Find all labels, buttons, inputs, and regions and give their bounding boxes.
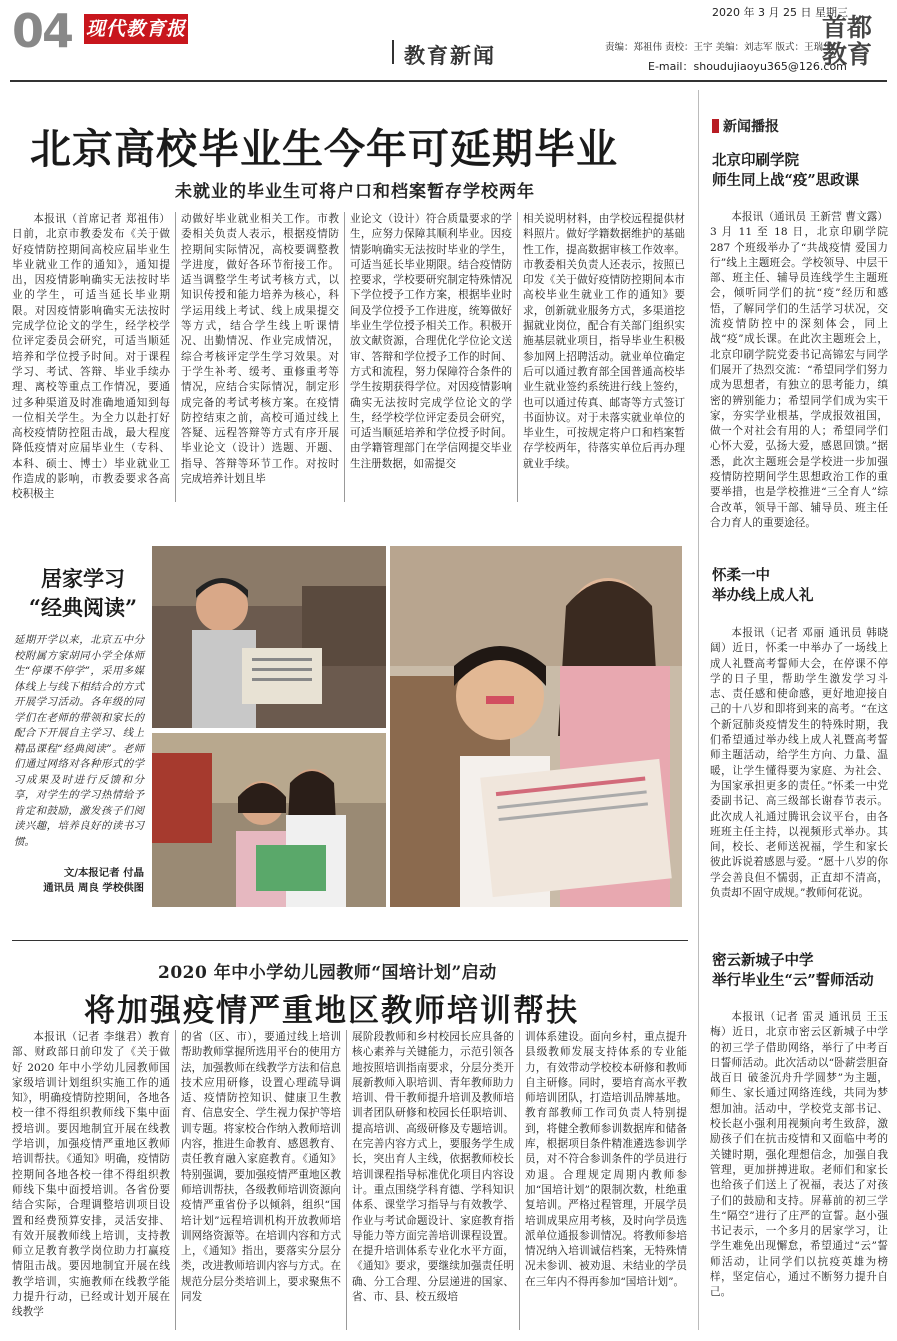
editor-credits: 责编：郑祖伟 责校：王宇 美编：刘志军 版式：王瑞华 bbox=[605, 42, 833, 53]
issue-date: 2020 年 3 月 25 日 星期三 bbox=[712, 6, 848, 19]
sidebar-item2-title bbox=[712, 566, 887, 606]
boy-reading-photo-icon bbox=[152, 546, 386, 728]
red-bar-icon bbox=[712, 119, 719, 133]
reading-feature-title bbox=[22, 564, 144, 622]
column-divider bbox=[346, 1030, 347, 1330]
news-flash-title: 新闻播报 bbox=[723, 119, 779, 135]
sidebar-item1-title-line2: 师生同上战“疫”思政课 bbox=[712, 172, 860, 189]
reading-credit-line1: 文/本报记者 付晶 bbox=[63, 867, 144, 879]
section-corner-title bbox=[822, 14, 890, 68]
sidebar-item3-title-line1: 密云新城子中学 bbox=[712, 952, 814, 969]
section-name: 教育新闻 bbox=[404, 43, 496, 68]
second-story-column-2 bbox=[181, 1030, 341, 1330]
second-story-column-3 bbox=[352, 1030, 514, 1330]
main-story-col2-text: 动做好毕业就业相关工作。市教委相关负责人表示，根据疫情防控期间实际情况，高校要调整教学进度，做好各环节衔接工作。适当调整学生考试考核方式，以知识传授和能力培养为核心，科学运用线上考试、线上成果提交等方式，结合学生线上听课情况、出勤情况、作业完成情况，综合考核评定学生学习效果。对于学生补考、缓考、重修重考等情况，应结合实际情况，制定形成完备的考试考核方案。在疫情防控结束之前，高校可通过线上答疑、远程答辩等方式有序开展毕业论文（设计）选题、开题、指导、答辩等环节工作。对按时完成培养计划且毕 bbox=[181, 213, 339, 486]
corner-line-1: 首都 bbox=[822, 13, 873, 42]
column-divider bbox=[517, 212, 518, 502]
masthead-rule bbox=[10, 80, 887, 82]
main-story-column-3 bbox=[350, 212, 512, 502]
second-story-headline: 将加强疫情严重地区教师培训帮扶 bbox=[84, 993, 579, 1029]
girl-mother-reading-photo bbox=[390, 546, 682, 907]
column-divider bbox=[175, 1030, 176, 1330]
second-story-col1-text: 本报讯（记者 李继君）教育部、财政部日前印发了《关于做好 2020 年中小学幼儿园教师国家级培训计划组织实施工作的通知》，明确疫情防控期间，各地各校一律不得组织教师线下集中面授培训。要因地制宜开展在线教学培训，加强疫情严重地区教师培训帮扶。《通知》明确，疫情防控期间各地各校一律不得组织教师线下集中面授培训。各省份要结合实际，合理调整培训项目设置和经费预算安排，灵活安排、有效开展教师线上培训，支持教师立足教育教学岗位助力打赢疫情阻击战。要因地制宜开展在线教学培训，实施教师在线教学能力提升行动，已经或计划开展在线教学 bbox=[12, 1031, 170, 1319]
main-story-col1-text: 本报讯（首席记者 郑祖伟）日前，北京市教委发布《关于做好疫情防控期间高校应届毕业生毕业就业工作的通知》，通知提出，因疫情影响确实无法按时毕业的学生，可适当延长毕业期限。对因疫情影响确实无法按时完成学位论文的学生，经学校学位评定委员会研究，可适当顺延培养和学位授予时间。对于课程学习、考试、答辩、毕业手续办理、离校等重点工作情况，要通过多种渠道及时准确地通知到每一位相关学生。为全力以赴打好高校疫情防控阻击战，最大程度降低疫情对应届毕业生（专科、本科、硕士、博士）毕业就业工作造成的影响，市教委要求各高校积极主 bbox=[12, 213, 170, 501]
second-story-col3-text: 展阶段教师和乡村校园长应具备的核心素养与关键能力，示范引领各地按照培训指南要求，分层分类开展新教师入职培训、青年教师助力培训、骨干教师提升培训及教师培训者团队研修和校园长任职培训、提高培训、高级研修及专题培训。在完善内容方式上，要服务学生成长，突出育人主线，依据教师校长培训课程指导标准优化项目内容设计。重点围绕学科育德、学科知识体系、课堂学习指导与有效教学、作业与考试命题设计、家庭教育指导能力等方面完善培训课程设置。在提升培训体系专业化水平方面，《通知》要求，要继续加强责任明确、分工合理、分层递进的国家、省、市、县、校五级培 bbox=[352, 1031, 514, 1304]
sidebar-item2-title-line1: 怀柔一中 bbox=[712, 567, 770, 584]
main-story-column-2 bbox=[181, 212, 339, 502]
sidebar-item3-title bbox=[712, 951, 887, 991]
main-story-col3-text: 业论文（设计）符合质量要求的学生，应努力保障其顺利毕业。因疫情影响确实无法按时毕业的学生，可适当延长毕业期限。结合疫情防控要求，学校要研究制定特殊情况下学位授予工作方案，根据毕业时间及学位授予工作进度，统筹做好毕业生学位授予相关工作。积极开放文献资源，合理优化学位论文送审、答辩和学位授予工作的时间、方式和流程，努力保障符合条件的学生按期获得学位。对因疫情影响确实无法按时完成学位论文的学生，经学校学位评定委员会研究，可适当顺延培养和学位授予时间。由学籍管理部门在学信网提交毕业生注册数据，如需提交 bbox=[350, 213, 512, 470]
girl-mother-reading-photo-icon bbox=[390, 546, 682, 907]
sidebar-item1-text: 本报讯（通讯员 王新营 曹文露）3 月 11 至 18 日，北京印刷学院 287 个班级举办了“共战疫情 爱国力行”线上主题班会。学校领导、中层干部、班主任、辅导员连线学生主题班会，倾听同学们的抗“疫”经历和感悟，了解同学们的生活学习状况，交流疫情防控中的深刻体会，同上战“疫”成长课。在此次主题班会上，北京印刷学院党委书记高锦宏与同学们展开了热烈交流：“希望同学们努力成为思想者，有独立的思考能力，缜密的辨别能力；希望同学们成为实干家，夯实学业根基，学成报效祖国，做一个对社会有用的人；希望同学们心怀大爱，弘扬大爱，感恩回馈。”据悉，此次主题班会是学校进一步加强疫情防控期间学生思想政治工作的重要举措，也是学校推进“三全育人”综合改革，领导干部、辅导员、班主任合力育人的重要途径。 bbox=[710, 211, 888, 529]
reading-title-line1: 居家学习 bbox=[41, 566, 125, 591]
sidebar-item1-title-line1: 北京印刷学院 bbox=[712, 152, 799, 169]
second-story-kicker: 2020 年中小学幼儿园教师“国培计划”启动 bbox=[158, 963, 497, 983]
newspaper-logo: 现代教育报 bbox=[84, 14, 188, 44]
reading-feature-body: 延期开学以来，北京五中分校附属方家胡同小学全体师生“停课不停学”，采用多媒体线上与线下相结合的方式开展学习活动。各年级的同学们在老师的带领和家长的配合下开展自主学习、线上精品课程“经典阅读”。老师们通过网络对各种形式的学习成果及时进行反馈和分享，对学生的学习热情给予肯定和鼓励，激发孩子们阅读兴趣，培养良好的读书习惯。 bbox=[14, 634, 144, 848]
news-flash-heading bbox=[712, 116, 779, 136]
story-divider bbox=[12, 940, 688, 941]
main-story-col4-text: 相关说明材料，由学校远程提供材料照片。做好学籍数据维护的基础性工作，提高数据审核工作效率。市教委相关负责人还表示，按照已印发《关于做好疫情防控期间本市高校毕业生就业工作的通知》要求，创新就业服务方式，多渠道挖掘就业岗位，配合有关部门组织实施基层就业项目，指导毕业生积极参加网上招聘活动。就业单位确定后可以通过教育部全国普通高校毕业生就业签约系统进行线上签约，也可以通过传真、邮寄等方式签订书面协议。对于未落实就业单位的毕业生，可按规定将户口和档案暂存学校两年，待落实单位后再办理就业手续。 bbox=[523, 213, 685, 470]
sidebar-item2-body bbox=[710, 626, 888, 931]
mother-daughter-reading-photo-icon bbox=[152, 733, 386, 907]
main-subhead: 未就业的毕业生可将户口和档案暂存学校两年 bbox=[175, 182, 535, 202]
second-story-column-1 bbox=[12, 1030, 170, 1330]
sidebar-item1-title bbox=[712, 151, 887, 191]
main-story-column-4 bbox=[523, 212, 685, 502]
main-headline: 北京高校毕业生今年可延期毕业 bbox=[30, 125, 618, 173]
sidebar-item2-text: 本报讯（记者 邓丽 通讯员 韩晓阔）近日，怀柔一中举办了一场线上成人礼暨高考誓师大会，在停课不停学的日子里，帮助学生激发学习斗志、责任感和使命感，更好地迎接自己的十八岁和即将到来的高考。“在这个新冠肺炎疫情发生的特殊时期，我们希望通过举办线上成人礼暨高考誓师主题活动，给学生方向、力量、温暖，让学生懂得要为家庭、为社会、为国家承担更多的责任。”怀柔一中党委副书记、高三级部长谢春节表示。此次成人礼通过腾讯会议平台，由各班班主任主持，以视频形式举办。其间，校长、老师送祝福，学生和家长彼此诉说着感恩与爱。“愿十八岁的你学会善良但不懦弱，正直却不清高，负责却不固守成规。”教师何花说。 bbox=[710, 627, 888, 900]
sidebar-item3-body bbox=[710, 1010, 888, 1335]
section-divider bbox=[392, 40, 394, 64]
second-story-column-4 bbox=[525, 1030, 687, 1330]
page-number: 04 bbox=[12, 4, 73, 58]
reading-credit-line2: 通讯员 周良 学校供图 bbox=[43, 882, 144, 894]
main-story-column-1 bbox=[12, 212, 170, 502]
second-story-col4-text: 训体系建设。面向乡村，重点提升县级教师发展支持体系的专业能力，有效带动学校校本研修和教师自主研修。同时，要培育高水平教师培训团队，打造培训品牌基地。教育部教师工作司负责人特别提到，将健全教师参训数据库和储备库，根据项目条件精准遴选参训学员，对不符合参训条件的学员进行劝退。合理规定周期内教师参加“国培计划”的限制次数，杜绝重复培训。严格过程管理，开展学员培训成果应用考核，及时向学员选派单位通报参训情况。将教师参培情况纳入培训诚信档案，无特殊情况未参训、被劝退、未结业的学员在三年内不得再参加“国培计划”。 bbox=[525, 1031, 687, 1288]
contact-email: E-mail：shoudujiaoyu365@126.com bbox=[648, 60, 847, 73]
sidebar-item3-title-line2: 举行毕业生“云”誓师活动 bbox=[712, 972, 874, 989]
sidebar-item1-body bbox=[710, 210, 888, 540]
boy-reading-photo bbox=[152, 546, 386, 728]
corner-line-2: 教育 bbox=[822, 40, 873, 69]
sidebar-item2-title-line2: 举办线上成人礼 bbox=[712, 587, 814, 604]
reading-title-line2: “经典阅读” bbox=[28, 595, 138, 620]
sidebar-divider bbox=[698, 90, 699, 1330]
column-divider bbox=[344, 212, 345, 502]
sidebar-item3-text: 本报讯（记者 雷灵 通讯员 王玉梅）近日，北京市密云区新城子中学的初三学子借助网络，举行了中考百日誓师活动。此次活动以“卧薪尝胆奋战百日 破釜沉舟升学圆梦”为主题，师生、家长通过网络连线，共同为梦想加油。活动中，学校党支部书记、校长赵小强利用视频向考生致辞，激励孩子们在抗击疫情和又面临中考的关键时期，强化理想信念，加强自我管理，更加拼搏进取。老师们和家长也给孩子们送上了祝福，表达了对孩子们的鼓励和支持。屏幕前的初三学生“隔空”进行了庄严的宣誓。赵小强书记表示，一个多月的居家学习，让学生难免出现懈怠，希望通过“云”誓师活动，让同学们以抗疫英雄为榜样，坚定信心，通过不断努力提升自己。 bbox=[710, 1011, 888, 1299]
second-story-col2-text: 的省（区、市），要通过线上培训帮助教师掌握所选用平台的使用方法，加强教师在线教学方法和信息技术应用研修，设置心理疏导调适、疫情防控知识、健康卫生教育、信息安全、学生视力保护等培训专题。将家校合作纳入教师培训内容，推进生命教育、感恩教育、责任教育融入家庭教育。《通知》特别强调，要加强疫情严重地区教师培训帮扶，各级教师培训资源向疫情严重省份予以倾斜，组织“国培计划”远程培训机构开放教师培训网络资源等。在培训内容和方式上，《通知》指出，要落实分层分类，改进教师培训内容与方式。在规范分层分类培训上，要求聚焦不同发 bbox=[181, 1031, 341, 1304]
column-divider bbox=[175, 212, 176, 502]
mother-daughter-reading-photo bbox=[152, 733, 386, 907]
reading-feature-credit bbox=[30, 866, 144, 896]
column-divider bbox=[519, 1030, 520, 1330]
